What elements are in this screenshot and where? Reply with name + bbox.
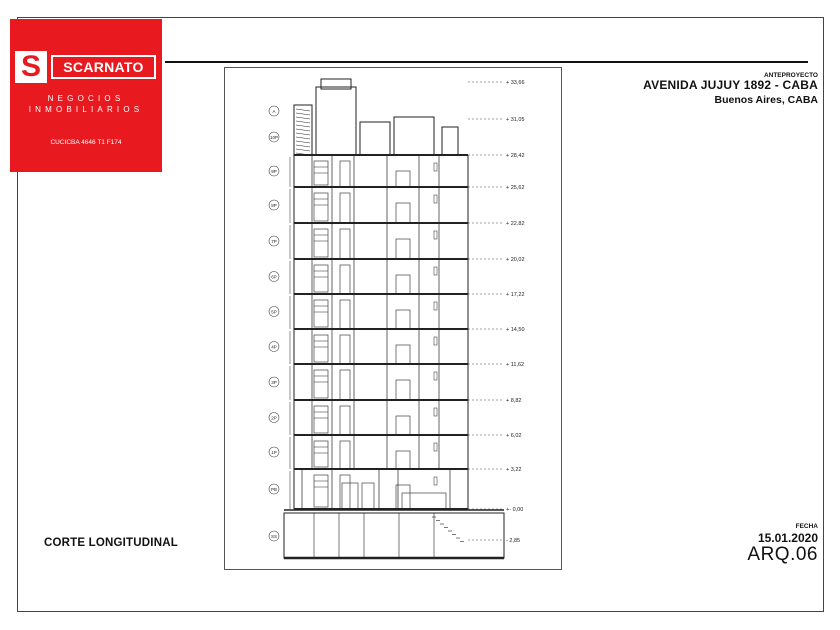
stair-tread	[296, 121, 310, 123]
floor-marker-label: 5P	[271, 309, 277, 315]
logo-line-2: INMOBILIARIOS	[28, 105, 144, 114]
window	[396, 416, 410, 435]
shop-window	[402, 493, 446, 509]
chimney	[442, 127, 458, 155]
window	[314, 370, 328, 398]
level-label: + 20,02	[506, 257, 525, 263]
floor-marker-label: 1P	[271, 449, 277, 455]
project-stage: ANTEPROYECTO	[763, 72, 818, 79]
window	[396, 380, 410, 400]
window	[314, 300, 328, 327]
fixture	[434, 408, 437, 416]
stair-tread	[296, 137, 310, 139]
company-logo	[10, 19, 162, 172]
floor-marker-label: 4P	[271, 344, 277, 350]
level-label: + 3,22	[506, 467, 522, 473]
fixture	[434, 443, 437, 451]
stair-tread	[296, 117, 310, 119]
level-label: +- 0,00	[506, 507, 524, 513]
floor-marker-label: 9P	[271, 168, 277, 174]
date-value: 15.01.2020	[757, 531, 818, 545]
floor-marker-label: 2P	[271, 415, 277, 421]
logo-mark: S	[15, 51, 47, 83]
window	[396, 275, 410, 294]
fixture	[434, 337, 437, 345]
stair-tread	[296, 109, 310, 111]
level-label: + 28,42	[506, 153, 525, 159]
window	[314, 193, 328, 221]
machine-room	[316, 87, 356, 155]
fixture	[434, 163, 437, 171]
door	[340, 265, 350, 294]
floor-marker-label: SS	[270, 533, 278, 539]
section-drawing	[224, 67, 562, 570]
level-label: + 11,62	[506, 362, 525, 368]
section-title: CORTE LONGITUDINAL	[44, 537, 178, 549]
stair-tread	[296, 145, 310, 147]
basement	[284, 513, 504, 558]
window	[396, 171, 410, 187]
stair-tread	[296, 141, 310, 143]
rooftop-room	[394, 117, 434, 155]
floor-marker-label: 8P	[271, 202, 277, 208]
window	[314, 335, 328, 362]
level-label: + 17,22	[506, 292, 525, 298]
stair-tread	[296, 133, 310, 135]
level-label: + 8,82	[506, 398, 522, 404]
entrance-door	[362, 483, 374, 509]
sheet-code: ARQ.06	[747, 544, 818, 565]
level-label: + 25,62	[506, 185, 525, 191]
door	[340, 475, 350, 509]
header-rule	[165, 61, 808, 63]
window	[314, 229, 328, 257]
window	[314, 475, 328, 507]
level-label: + 33,66	[506, 80, 525, 86]
level-label: + 14,50	[506, 327, 525, 333]
stair-tread	[296, 113, 310, 115]
window	[396, 451, 410, 469]
fixture	[434, 195, 437, 203]
project-city: Buenos Aires, CABA	[714, 94, 818, 106]
rooftop-room	[360, 122, 390, 155]
level-label: - 2,85	[506, 538, 521, 544]
door	[340, 441, 350, 469]
window	[396, 345, 410, 364]
floor-marker-label: 6P	[271, 274, 277, 280]
stair-tread	[296, 129, 310, 131]
door	[340, 193, 350, 223]
window	[396, 310, 410, 329]
floor-marker-label: PB	[270, 486, 278, 492]
building-section	[284, 79, 504, 558]
stair-tread	[296, 125, 310, 127]
door	[340, 229, 350, 259]
door	[340, 370, 350, 400]
door	[340, 300, 350, 329]
window	[314, 406, 328, 433]
floor-marker-label: 3P	[271, 379, 277, 385]
stair-tread	[296, 149, 310, 151]
window	[396, 239, 410, 259]
logo-name: SCARNATO	[51, 55, 156, 79]
floor-marker-label: A	[272, 108, 276, 114]
window	[314, 265, 328, 292]
level-label: + 31,05	[506, 117, 525, 123]
door	[340, 335, 350, 364]
project-address: AVENIDA JUJUY 1892 - CABA	[643, 78, 818, 92]
floor-marker-label: 7P	[271, 238, 277, 244]
floor-marker-label: 10P	[269, 134, 279, 140]
fixture	[434, 267, 437, 275]
level-label: + 22,82	[506, 221, 525, 227]
date-label: FECHA	[795, 523, 818, 530]
logo-line-1: NEGOCIOS	[47, 94, 125, 103]
door	[340, 406, 350, 435]
window	[314, 441, 328, 467]
fixture	[434, 477, 437, 485]
fixture	[434, 372, 437, 380]
fixture	[434, 231, 437, 239]
level-label: + 6,02	[506, 433, 522, 439]
fixture	[434, 302, 437, 310]
logo-registration: CUCICBA 4646 T1 F174	[50, 139, 122, 146]
window	[396, 203, 410, 223]
level-markers	[269, 80, 525, 544]
door	[340, 161, 350, 187]
